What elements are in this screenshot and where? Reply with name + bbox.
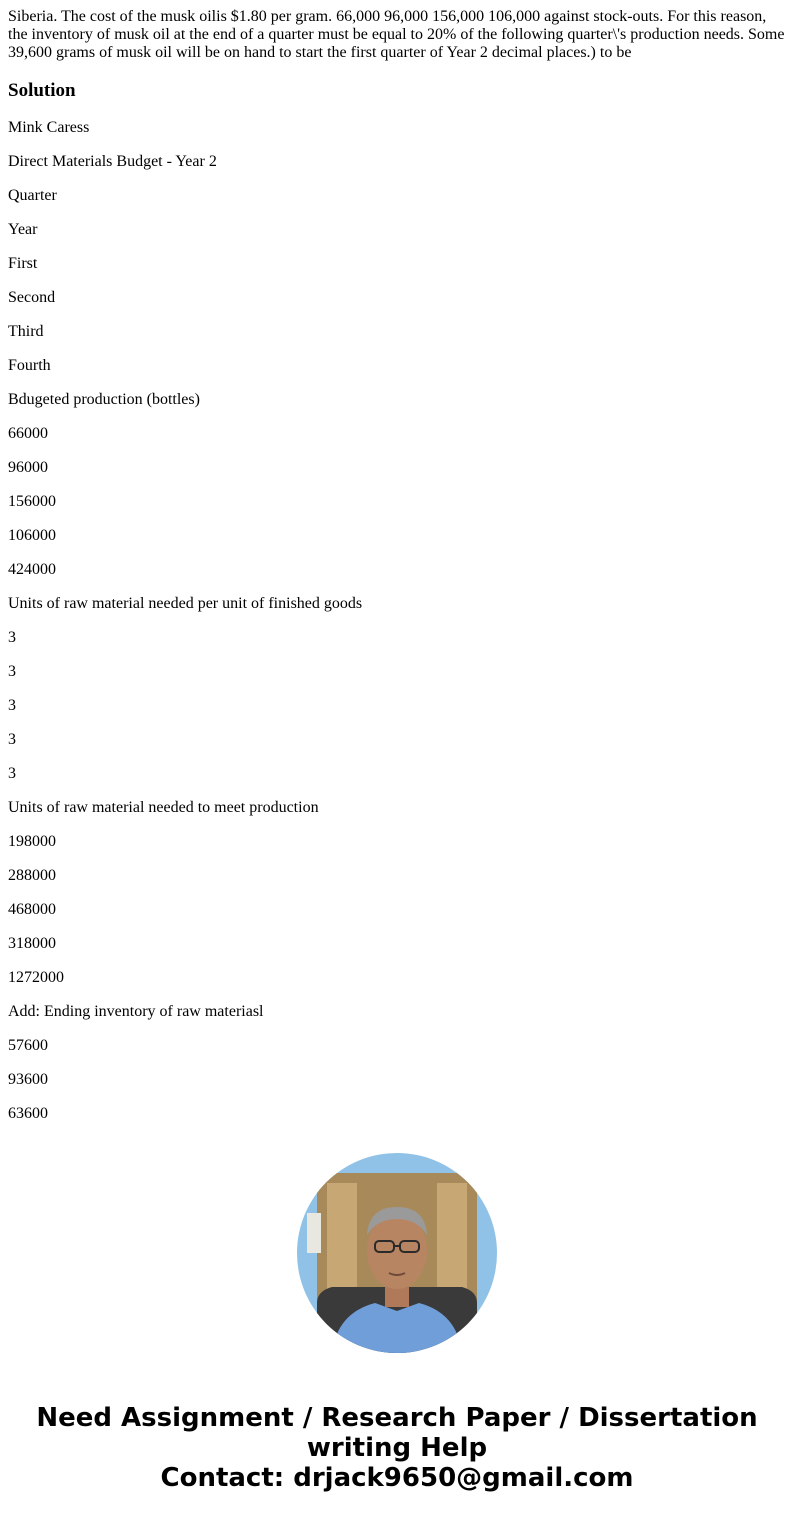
solution-line: 468000 bbox=[8, 901, 56, 918]
solution-line: 3 bbox=[8, 697, 16, 714]
solution-line: Year bbox=[8, 221, 38, 238]
solution-line: Direct Materials Budget - Year 2 bbox=[8, 153, 217, 170]
solution-line: 57600 bbox=[8, 1037, 48, 1054]
solution-line: Mink Caress bbox=[8, 119, 90, 136]
solution-line: Add: Ending inventory of raw materiasl bbox=[8, 1003, 264, 1020]
solution-heading: Solution bbox=[8, 80, 76, 101]
solution-line: Units of raw material needed to meet production bbox=[8, 799, 319, 816]
solution-line: 1272000 bbox=[8, 969, 64, 986]
promo-line: writing Help bbox=[306, 1433, 488, 1463]
solution-line: 318000 bbox=[8, 935, 56, 952]
solution-line: 156000 bbox=[8, 493, 56, 510]
solution-line: 106000 bbox=[8, 527, 56, 544]
solution-line: Units of raw material needed per unit of finished goods bbox=[8, 595, 363, 612]
solution-line: 93600 bbox=[8, 1071, 48, 1088]
solution-line: 96000 bbox=[8, 459, 48, 476]
solution-line: 424000 bbox=[8, 561, 56, 578]
author-avatar bbox=[297, 1153, 497, 1353]
solution-line: 66000 bbox=[8, 425, 48, 442]
solution-line: First bbox=[8, 255, 38, 272]
person-photo-icon bbox=[297, 1153, 497, 1353]
solution-line: 3 bbox=[8, 765, 16, 782]
solution-line: Bdugeted production (bottles) bbox=[8, 391, 200, 408]
solution-line: 288000 bbox=[8, 867, 56, 884]
solution-line: 63600 bbox=[8, 1105, 48, 1122]
promo-banner bbox=[0, 1403, 794, 1493]
solution-lines bbox=[8, 119, 786, 1139]
solution-line: Second bbox=[8, 289, 56, 306]
solution-line: Third bbox=[8, 323, 44, 340]
solution-line: 3 bbox=[8, 731, 16, 748]
intro-paragraph: Siberia. The cost of the musk oilis $1.80 per gram. 66,000 96,000 156,000 106,000 against stock-outs. For this reason, the inventory of musk oil at the end of a quarter must be equal to 20% of the following quarter\'s production needs. Some 39,600 grams of musk oil will be on hand to start the first quarter of Year 2 decimal places.) to be bbox=[8, 8, 785, 61]
contact-line: Contact: drjack9650@gmail.com bbox=[160, 1463, 634, 1493]
solution-line: 3 bbox=[8, 629, 16, 646]
solution-line: Quarter bbox=[8, 187, 57, 204]
solution-line: Fourth bbox=[8, 357, 51, 374]
promo-line: Need Assignment / Research Paper / Dissertation bbox=[36, 1403, 758, 1433]
solution-line: 198000 bbox=[8, 833, 56, 850]
solution-line: 3 bbox=[8, 663, 16, 680]
